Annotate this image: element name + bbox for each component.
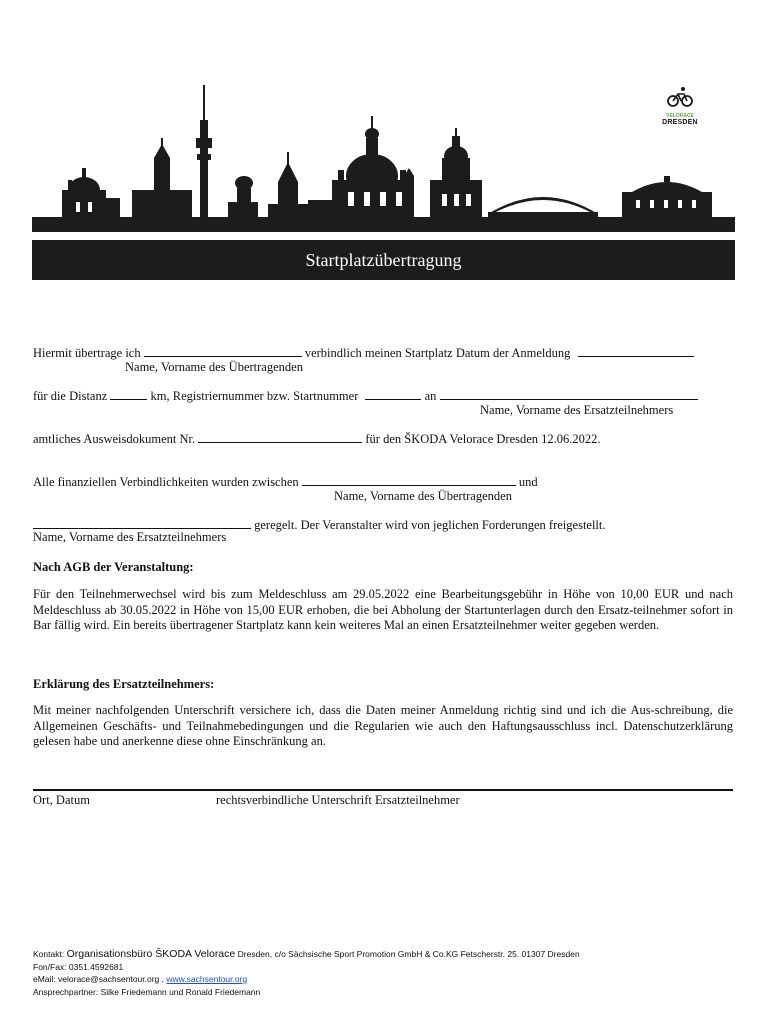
- logo-word-velorace: VELORACE: [666, 113, 694, 119]
- transfer-line-2: [33, 388, 698, 404]
- line2-text-c: an: [424, 389, 437, 403]
- agb-heading: Nach AGB der Veranstaltung:: [33, 560, 194, 574]
- line1-text-a: Hiermit übertrage ich: [33, 346, 141, 360]
- substitute-name-field[interactable]: [440, 388, 698, 400]
- agb-paragraph: Für den Teilnehmerwechsel wird bis zum Meldeschluss am 29.05.2022 eine Bearbeitungsgebühr in Höhe von 10,00 EUR und nach Meldeschluss ab 30.05.2022 in Höhe von 15,00 EUR erhoben, die bei Abholung der Startunterlagen durch den Ersatz-teilnehmer sofort in Bar fällig wird. Ein bereits übertragener Startplatz kann kein weiteres Mal an einen Ersatzteilnehmer weiter gegeben werden.: [33, 587, 733, 632]
- website-link[interactable]: www.sachsentour.org: [166, 974, 248, 984]
- caption-transferor-2: Name, Vorname des Übertragenden: [334, 489, 512, 503]
- footer-contact: [33, 948, 580, 998]
- registration-date-field[interactable]: [578, 345, 694, 357]
- footer-email: eMail: velorace@sachsentour.org ,: [33, 974, 164, 984]
- logo-word-dresden: DRESDEN: [662, 119, 698, 126]
- caption-transferor-1: Name, Vorname des Übertragenden: [125, 360, 303, 374]
- transfer-line-4: [33, 474, 538, 490]
- footer-contacts: Ansprechpartner: Silke Friedemann und Ronald Friedemann: [33, 986, 261, 997]
- declaration-heading: Erklärung des Ersatzteilnehmers:: [33, 677, 215, 691]
- line4-text-a: Alle finanziellen Verbindlichkeiten wurden zwischen: [33, 475, 299, 489]
- line2-text-b: km, Registriernummer bzw. Startnummer: [150, 389, 359, 403]
- dresden-skyline-illustration: [32, 80, 735, 232]
- organisation-address: Dresden, c/o Sächsische Sport Promotion GmbH & Co.KG Fetscherstr. 25. 01307 Dresden: [237, 949, 580, 959]
- line3-text-b: für den ŠKODA Velorace Dresden 12.06.2022.: [365, 432, 601, 446]
- footer-line-1: [33, 948, 580, 961]
- declaration-paragraph: Mit meiner nachfolgenden Unterschrift versichere ich, dass die Daten meiner Anmeldung richtig sind und ich die Aus-schreibung, die Allgemeinen Geschäfts- und Teilnahmebedingungen und die Regularien wie auch den Haftungsausschluss incl. Datenschutzerklärung gelesen habe und anerkenne diese ohne Einschränkung an.: [33, 703, 733, 748]
- line3-text-a: amtliches Ausweisdokument Nr.: [33, 432, 196, 446]
- substitute-name-field-2[interactable]: [33, 517, 251, 529]
- line4-text-b: und: [518, 475, 538, 489]
- signature-label: rechtsverbindliche Unterschrift Ersatzteilnehmer: [216, 793, 460, 807]
- cyclist-icon: [666, 86, 694, 108]
- footer-phone: Fon/Fax: 0351.4592681: [33, 961, 124, 972]
- line2-text-a: für die Distanz: [33, 389, 108, 403]
- signature-line[interactable]: [33, 789, 733, 791]
- transfer-line-1: [33, 345, 694, 361]
- caption-substitute-1: Name, Vorname des Ersatzteilnehmers: [480, 403, 674, 417]
- organisation-name: Organisationsbüro ŠKODA Velorace: [66, 948, 236, 960]
- distance-field[interactable]: [110, 388, 147, 400]
- line1-text-b: verbindlich meinen Startplatz Datum der Anmeldung: [304, 346, 571, 360]
- footer-line-3: [33, 973, 580, 986]
- contact-label: Kontakt:: [33, 949, 65, 959]
- transfer-line-3: [33, 431, 601, 447]
- transferor-name-field[interactable]: [144, 345, 302, 357]
- place-date-label: Ort, Datum: [33, 793, 90, 807]
- transferor-name-field-2[interactable]: [302, 474, 516, 486]
- line5-text-b: geregelt. Der Veranstalter wird von jeglichen Forderungen freigestellt.: [254, 518, 606, 532]
- velorace-logo: [660, 86, 700, 130]
- start-number-field[interactable]: [365, 388, 421, 400]
- id-document-field[interactable]: [198, 431, 362, 443]
- caption-substitute-2: Name, Vorname des Ersatzteilnehmers: [33, 530, 227, 544]
- page-title: Startplatzübertragung: [32, 240, 735, 280]
